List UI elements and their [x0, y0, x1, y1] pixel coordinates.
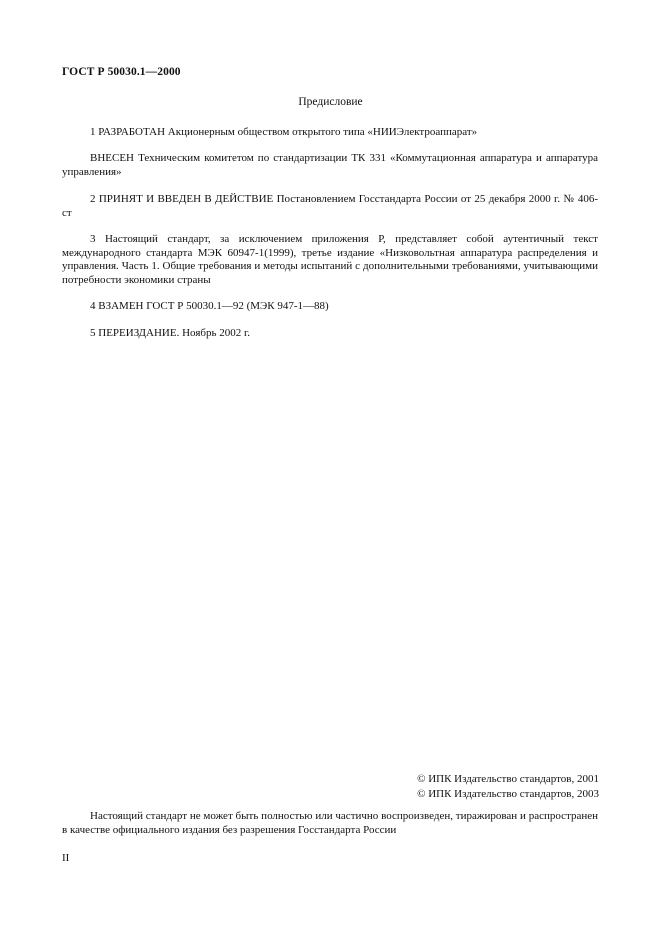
- paragraph-adopted: 2 ПРИНЯТ И ВВЕДЕН В ДЕЙСТВИЕ Постановлением Госстандарта России от 25 декабря 2000 г. № 406-ст: [62, 193, 598, 219]
- paragraph-developed: 1 РАЗРАБОТАН Акционерным обществом открытого типа «НИИЭлектроаппарат»: [90, 126, 478, 138]
- reproduction-notice: Настоящий стандарт не может быть полностью или частично воспроизведен, тиражирован и распространен в качестве официального издания без разрешения Госстандарта России: [62, 810, 598, 836]
- copyright-line: © ИПК Издательство стандартов, 2001: [417, 773, 599, 785]
- paragraph-reissue: 5 ПЕРЕИЗДАНИЕ. Ноябрь 2002 г.: [90, 327, 251, 339]
- copyright-line: © ИПК Издательство стандартов, 2003: [417, 788, 599, 800]
- paragraph-introduced: ВНЕСЕН Техническим комитетом по стандартизации ТК 331 «Коммутационная аппаратура и аппаратура управления»: [62, 152, 598, 178]
- preface-title: Предисловие: [298, 96, 363, 108]
- paragraph-authentic-text: 3 Настоящий стандарт, за исключением приложения Р, представляет собой аутентичный текст международного стандарта МЭК 60947-1(1999), третье издание «Низковольтная аппаратура распределения и управления. Часть 1. Общие требования и методы испытаний с дополнительными требованиями, учитывающими потребности экономики страны: [62, 233, 598, 286]
- paragraph-replaces: 4 ВЗАМЕН ГОСТ Р 50030.1—92 (МЭК 947-1—88): [90, 300, 329, 312]
- standard-code: ГОСТ Р 50030.1—2000: [62, 66, 181, 78]
- page-number: II: [62, 852, 70, 864]
